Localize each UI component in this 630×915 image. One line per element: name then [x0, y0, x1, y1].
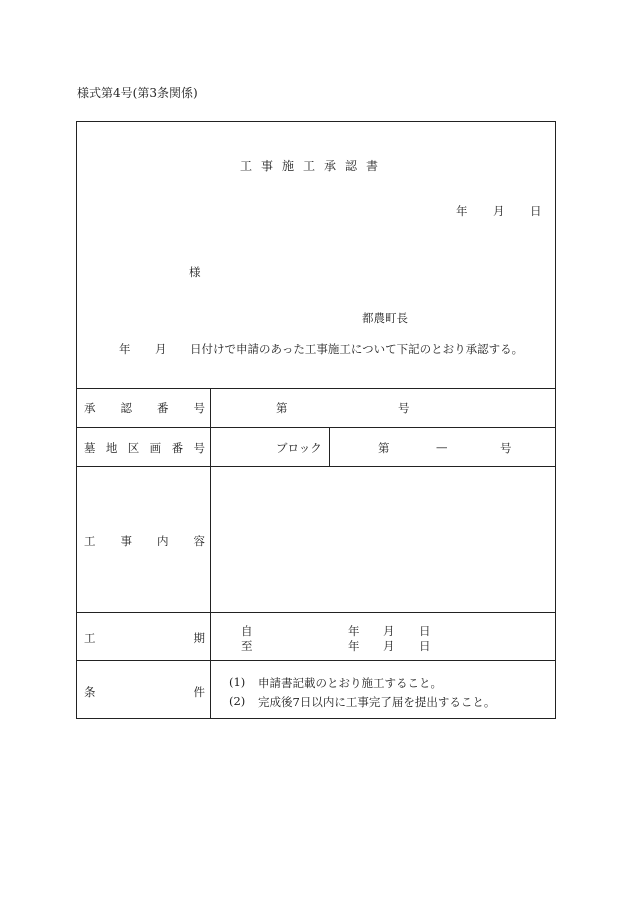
- condition-item-text: 申請書記載のとおり施工すること。: [258, 676, 442, 690]
- statement-month: 月: [155, 342, 167, 356]
- work-period-label: 工 期: [84, 631, 205, 645]
- period-from-day: 日: [419, 624, 431, 638]
- period-to-year: 年: [348, 639, 360, 653]
- statement-text: 日付けで申請のあった工事施工について下記のとおり承認する。: [190, 342, 524, 356]
- work-content-label: 工 事 内 容: [84, 534, 205, 548]
- addressee-suffix: 様: [189, 265, 201, 279]
- table-top-border: [76, 388, 556, 389]
- conditions-label: 条 件: [84, 685, 205, 699]
- row-divider: [76, 427, 556, 428]
- row-divider: [76, 466, 556, 467]
- plot-number-prefix: 第: [378, 441, 390, 455]
- issue-date-month: 月: [493, 204, 505, 218]
- period-from-marker: 自: [241, 624, 253, 638]
- issue-date-day: 日: [530, 204, 542, 218]
- condition-item-text: 完成後7日以内に工事完了届を提出すること。: [258, 695, 496, 709]
- condition-item-number: (2): [229, 694, 246, 708]
- statement-year: 年: [119, 342, 131, 356]
- approval-number-prefix: 第: [276, 401, 288, 415]
- period-to-month: 月: [383, 639, 395, 653]
- period-to-day: 日: [419, 639, 431, 653]
- period-from-month: 月: [383, 624, 395, 638]
- plot-number-suffix: 号: [500, 441, 512, 455]
- form-number-header: 様式第4号(第3条関係): [77, 86, 198, 100]
- period-to-marker: 至: [241, 639, 253, 653]
- condition-item-number: (1): [229, 675, 246, 689]
- issue-date-year: 年: [456, 204, 468, 218]
- plot-block-label: ブロック: [276, 441, 322, 455]
- plot-number-label: 墓 地 区 画 番 号: [84, 441, 205, 455]
- issuer-name: 都農町長: [362, 311, 408, 325]
- row-divider: [76, 612, 556, 613]
- block-number-divider: [329, 427, 330, 466]
- label-column-divider: [210, 388, 211, 719]
- approval-number-suffix: 号: [398, 401, 410, 415]
- row-divider: [76, 660, 556, 661]
- period-from-year: 年: [348, 624, 360, 638]
- approval-number-label: 承 認 番 号: [84, 401, 205, 415]
- form-title: 工事施工承認書: [240, 159, 388, 173]
- plot-number-dash: —: [436, 440, 448, 454]
